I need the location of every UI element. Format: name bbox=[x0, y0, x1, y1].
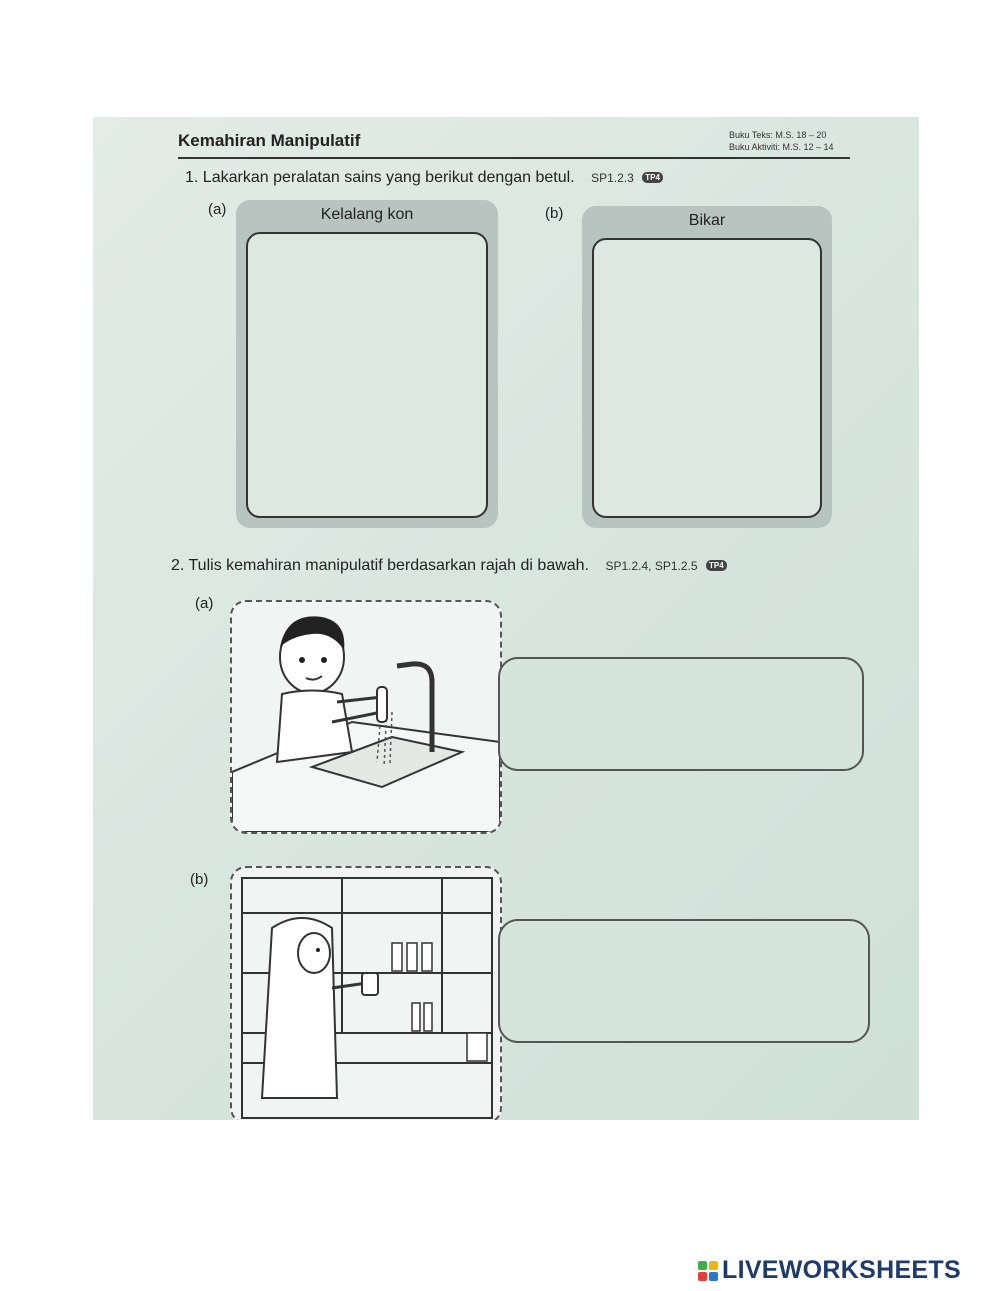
q1-part-b-label: (b) bbox=[545, 205, 564, 222]
q1-part-a-frame bbox=[236, 200, 498, 528]
q1-part-b-frame bbox=[582, 206, 832, 528]
book-references bbox=[729, 129, 834, 153]
question-1 bbox=[185, 169, 663, 187]
boy-washing-apparatus-icon bbox=[230, 600, 502, 834]
answer-box-b[interactable] bbox=[498, 919, 870, 1043]
question-2-text: Tulis kemahiran manipulatif berdasarkan rajah di bawah. bbox=[188, 557, 590, 574]
logo-square bbox=[698, 1272, 707, 1281]
tp-badge: TP4 bbox=[706, 560, 727, 571]
logo-square bbox=[709, 1261, 718, 1270]
answer-box-a[interactable] bbox=[498, 657, 864, 771]
header-divider bbox=[178, 157, 850, 159]
question-2-number: 2. bbox=[171, 557, 185, 574]
question-1-text: Lakarkan peralatan sains yang berikut dengan betul. bbox=[202, 169, 575, 186]
q1-part-a-label: (a) bbox=[208, 201, 227, 218]
textbook-ref: Buku Teks: M.S. 18 – 20 bbox=[729, 130, 827, 140]
q2-part-b-label: (b) bbox=[190, 871, 209, 888]
page-title: Kemahiran Manipulatif bbox=[178, 131, 361, 150]
question-2 bbox=[171, 557, 727, 575]
q1-part-b-title: Bikar bbox=[688, 212, 726, 229]
liveworksheets-logo bbox=[698, 1256, 961, 1285]
girl-storing-apparatus-icon bbox=[230, 866, 502, 1120]
question-1-number: 1. bbox=[185, 169, 199, 186]
brand-name: LIVEWORKSHEETS bbox=[722, 1256, 961, 1284]
question-2-code: SP1.2.4, SP1.2.5 bbox=[605, 559, 698, 573]
logo-square bbox=[698, 1261, 707, 1270]
sketch-area-a[interactable] bbox=[246, 232, 488, 518]
q2-part-a-label: (a) bbox=[195, 595, 214, 612]
worksheet-photo bbox=[93, 117, 919, 1120]
logo-square bbox=[709, 1272, 718, 1281]
liveworksheets-logo-icon bbox=[698, 1261, 718, 1281]
activity-book-ref: Buku Aktiviti: M.S. 12 – 14 bbox=[729, 142, 834, 152]
tp-badge: TP4 bbox=[642, 172, 663, 183]
sketch-area-b[interactable] bbox=[592, 238, 822, 518]
question-1-code: SP1.2.3 bbox=[591, 171, 634, 185]
q1-part-a-title: Kelalang kon bbox=[320, 206, 414, 223]
